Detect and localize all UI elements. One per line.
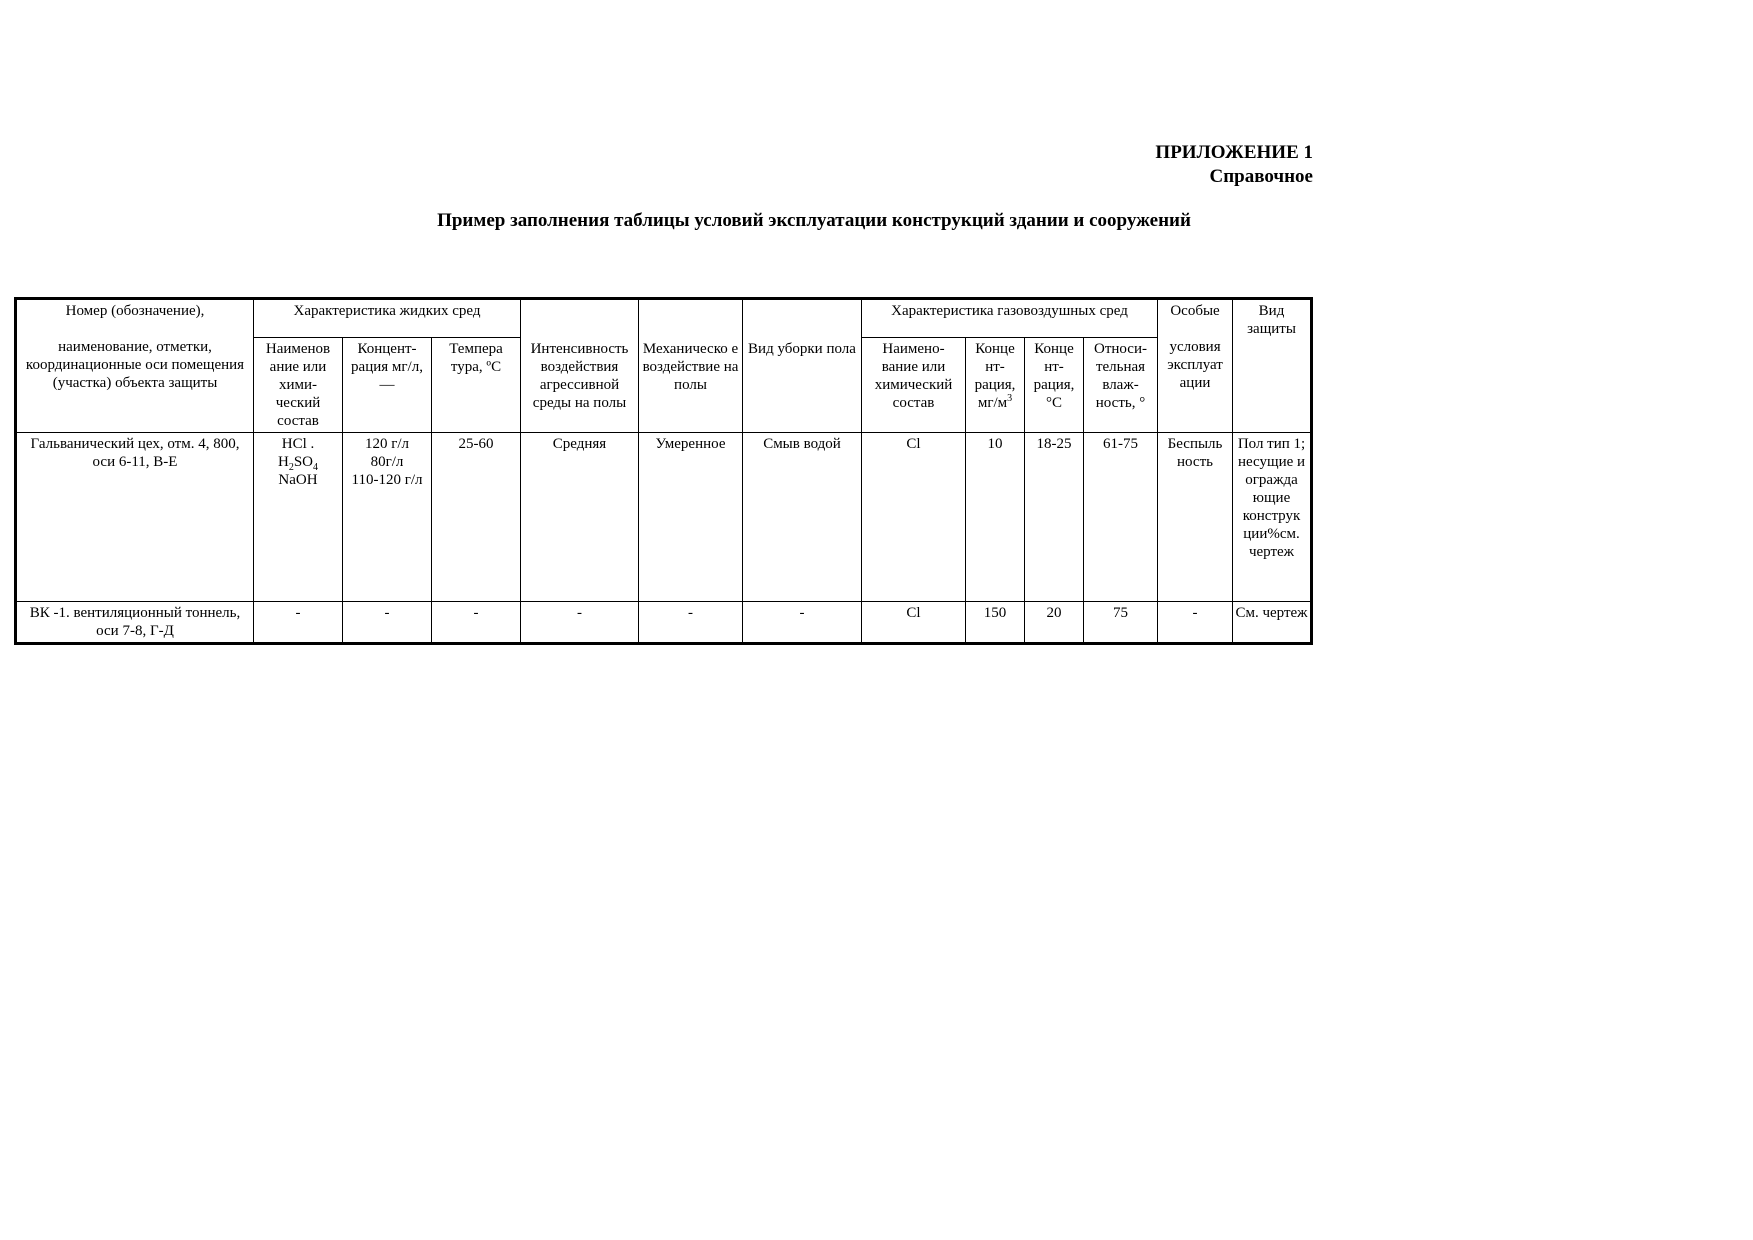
appendix-type: Справочное xyxy=(1209,166,1313,187)
table-header-row xyxy=(16,299,1312,338)
cell-gas-name: Cl xyxy=(862,433,966,602)
header-gas-temperature: Конце нт- рация, °C xyxy=(1025,338,1084,433)
cell-cleaning: - xyxy=(743,602,862,644)
cell-gas-temperature: 20 xyxy=(1025,602,1084,644)
cell-liquid-name xyxy=(254,433,343,602)
cell-special-conditions: Беспыль ность xyxy=(1158,433,1233,602)
formula-sub-2: 2 xyxy=(288,462,294,473)
cell-gas-humidity: 61-75 xyxy=(1084,433,1158,602)
cell-liquid-temperature: - xyxy=(432,602,521,644)
cell-gas-humidity: 75 xyxy=(1084,602,1158,644)
header-liquid-name: Наименов ание или хими- ческий состав xyxy=(254,338,343,433)
header-liquid-concentration: Концент- рация мг/л, — xyxy=(343,338,432,433)
header-object-description: наименование, отметки, координационные оси помещения (участка) объекта защиты xyxy=(25,339,245,391)
appendix-number: ПРИЛОЖЕНИЕ 1 xyxy=(1155,142,1313,163)
header-gas-concentration-sup: 3 xyxy=(1007,393,1013,404)
cell-special-conditions: - xyxy=(1158,602,1233,644)
operating-conditions-table xyxy=(14,297,1313,645)
cell-intensity: Средняя xyxy=(521,433,639,602)
cell-object: ВК -1. вентиляционный тоннель, оси 7-8, Г-Д xyxy=(16,602,254,644)
cell-intensity: - xyxy=(521,602,639,644)
formula-sub-4: 4 xyxy=(313,462,319,473)
table-row xyxy=(16,433,1312,602)
header-protection: Вид защиты xyxy=(1233,299,1312,433)
header-gas-concentration-text: Конце нт- рация, мг/м xyxy=(974,341,1016,411)
header-gas-concentration xyxy=(966,338,1025,433)
cell-gas-temperature: 18-25 xyxy=(1025,433,1084,602)
cell-liquid-conc-line2: 80г/л xyxy=(370,454,404,470)
appendix-heading xyxy=(1155,141,1313,189)
formula-h: H xyxy=(277,454,289,470)
header-mechanical: Механическо е воздействие на полы xyxy=(639,299,743,433)
header-special-conditions xyxy=(1158,299,1233,433)
cell-protection: См. чертеж xyxy=(1233,602,1312,644)
cell-liquid-concentration: - xyxy=(343,602,432,644)
header-gas-name: Наимено- вание или химический состав xyxy=(862,338,966,433)
header-gas-humidity: Относи- тельная влаж- ность, ° xyxy=(1084,338,1158,433)
header-object xyxy=(16,299,254,433)
header-liquid-temperature: Темпера тура, ºC xyxy=(432,338,521,433)
cell-gas-concentration: 10 xyxy=(966,433,1025,602)
formula-so: SO xyxy=(293,454,314,470)
cell-object: Гальванический цех, отм. 4, 800, оси 6-11, В-Е xyxy=(16,433,254,602)
cell-liquid-conc-line3: 110-120 г/л xyxy=(351,472,423,488)
header-intensity: Интенсивность воздействия агрессивной среды на полы xyxy=(521,299,639,433)
table-row xyxy=(16,602,1312,644)
cell-protection: Пол тип 1; несущие и огражда ющие конструк ции%см. чертеж xyxy=(1233,433,1312,602)
cell-liquid-name-line3: NaOH xyxy=(278,472,318,488)
cell-mechanical: - xyxy=(639,602,743,644)
document-title: Пример заполнения таблицы условий эксплуатации конструкций здании и сооружений xyxy=(437,210,1191,231)
cell-liquid-name-line2 xyxy=(255,453,341,471)
cell-liquid-conc-line1: 120 г/л xyxy=(364,436,410,452)
header-special-top: Особые xyxy=(1170,303,1220,319)
cell-mechanical: Умеренное xyxy=(639,433,743,602)
header-liquid-group: Характеристика жидких сред xyxy=(254,299,521,338)
header-object-number: Номер (обозначение), xyxy=(65,303,205,319)
cell-liquid-name: - xyxy=(254,602,343,644)
cell-liquid-name-line1: HCl . xyxy=(281,436,315,452)
header-gas-group: Характеристика газовоздушных сред xyxy=(862,299,1158,338)
cell-gas-name: Cl xyxy=(862,602,966,644)
cell-cleaning: Смыв водой xyxy=(743,433,862,602)
cell-liquid-temperature: 25-60 xyxy=(432,433,521,602)
cell-liquid-concentration xyxy=(343,433,432,602)
header-cleaning: Вид уборки пола xyxy=(743,299,862,433)
header-special-bottom: условия эксплуат ации xyxy=(1167,339,1223,391)
cell-gas-concentration: 150 xyxy=(966,602,1025,644)
